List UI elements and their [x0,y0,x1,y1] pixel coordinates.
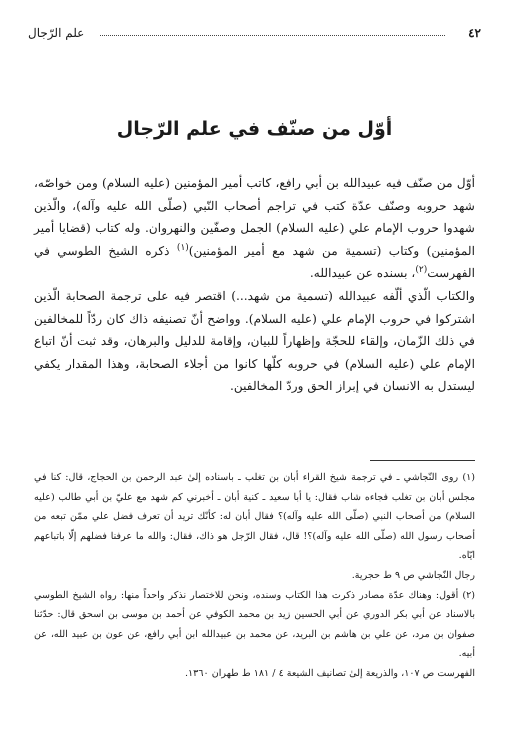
paragraph-2: والكتاب الّذي ألّفه عبيدالله (تسمية من شهد...) اقتصر فيه على ترجمة الصحابة الّذين اشتركوا في حروب الإمام علي (عليه السلام). وواضح أنّ تصنيفه ذاك كان ردّاً للمخالفين في ذلك الزّمان، وإلقاء للحجّة وإظهاراً للبيان، وإقامة للدليل والبرهان، وقد ثبت أنّ اتباع الإمام علي (عليه السلام) في حروبه كلّها كانوا من أجلاء الصحابة، وهذا المقدار يكفي ليستدل به الانسان في إبراز الحق وردّ المخالفين. [34,288,475,394]
footnotes [34,468,475,684]
footnote-separator [370,460,475,461]
running-head [28,26,481,46]
body-text [34,172,475,398]
page-number: ٤٢ [468,26,481,40]
footnote-ref-2: (٢) [415,265,428,276]
chapter-title: أوّل من صنّف في علم الرّجال [116,118,393,140]
footnote-1-source: رجال النّجاشي ص ٩ ط حجرية. [351,569,475,581]
dotted-leader [100,35,445,36]
footnote-2: (٢) أقول: وهناك عدّة مصادر ذكرت هذا الكتاب وسنده، ونحن للاختصار نذكر واحداً منها: رواه الشيخ الطوسي بالاسناد عن أبي بكر الدوري عن أبي الحسين زيد بن محمد الكوفي عن أحمد بن موسى بن اسحق قال: حدّثنا صفوان بن مرد، عن علي بن هاشم بن البريد، عن محمد بن عبيدالله ابن أبي رافع، عن عون بن عبيد الله، عن أبيه. [34,589,475,660]
footnote-ref-1: (١) [176,242,189,253]
footnote-1: (١) روى النّجاشي ـ في ترجمة شيخ القراء أبان بن تغلب ـ باسناده إلىٰ عبد الرحمن بن الحجاج، قال: كنا في مجلس أبان بن تغلب فجاءه شاب فقال: يا أبا سعيد ـ كنية أبان ـ أخبرني كم شهد مع عليّ بن أبي طالب (عليه السلام) من أصحاب النبي (صلّى الله عليه وآله)؟ فقال أبان له: كأنّك تريد أن تعرف فضل علي ممّن تبعه من أصحاب رسول الله (صلّى الله عليه وآله)؟! قال، فقال الرّجل هو ذاك، فقال: والله ما عرفنا فضلهم إلّا باتباعهم ايّاه. [34,472,475,562]
paragraph-1 [34,172,475,285]
footnote-2-source: الفهرست ص ١٠٧، والذريعة إلىٰ تصانيف الشيعة ٤ / ١٨١ ط طهران ١٣٦٠. [184,667,475,679]
running-title: علم الرّجال [28,26,85,40]
paragraph-1-part-b: ذكره الشيخ الطوسي في الفهرست [34,243,475,281]
paragraph-1-part-a: أوّل من صنّف فيه عبيدالله بن أبي رافع، كاتب أمير المؤمنين (عليه السلام) ومن خواصّه، شهد حروبه وصنّف عدّة كتب في تراجم أصحاب النّبي (صلّى الله عليه وآله)، والّذين شهدوا حروب الإمام علي (عليه السلام) الجمل وصفّين والنهروان. وله كتاب (قضايا أمير المؤمنين) وكتاب (تسمية من شهد مع أمير المؤمنين) [34,176,475,258]
paragraph-1-part-c: ، بسنده عن عبيدالله. [309,266,416,281]
